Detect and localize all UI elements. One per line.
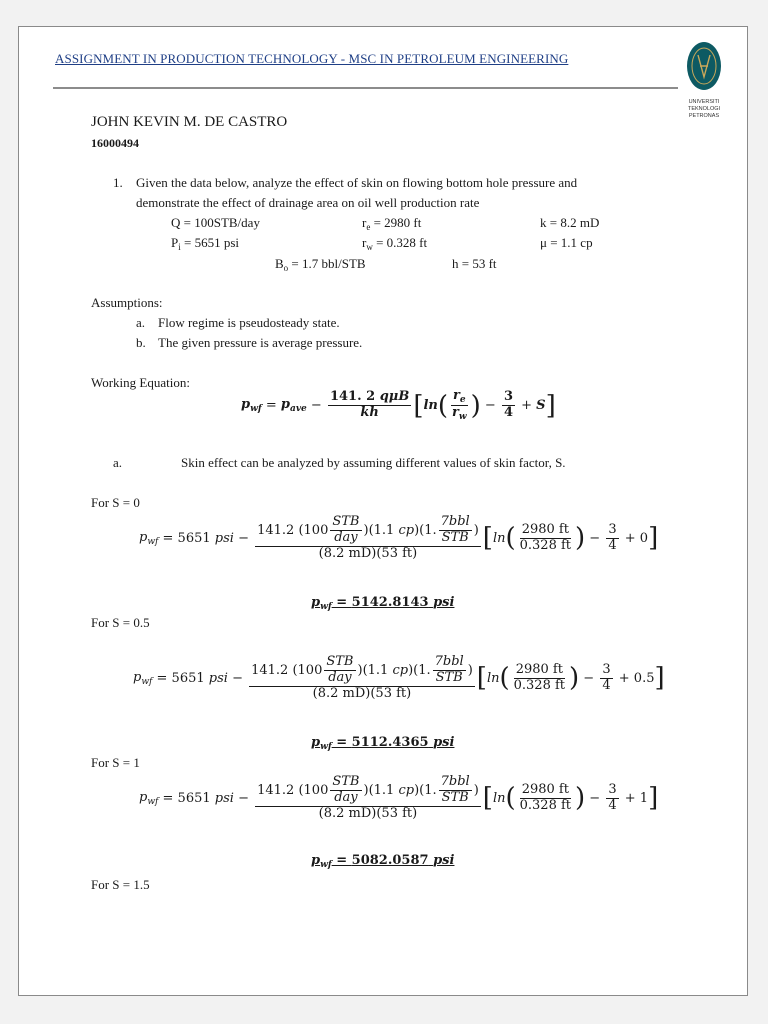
student-id: 16000494 [91, 136, 139, 150]
header-title: ASSIGNMENT IN PRODUCTION TECHNOLOGY - MSC IN PETROLEUM ENGINEERING [55, 51, 569, 66]
working-equation-title: Working Equation: [91, 375, 190, 390]
question-number: 1. [113, 175, 123, 190]
case-label-s0: For S = 0 [91, 495, 140, 510]
assumptions-title: Assumptions: [91, 295, 163, 310]
logo-line-2: TEKNOLOGI [687, 106, 721, 112]
working-equation: $p_{wf}$ = $p_{ave}$ − $\frac{\text{141. 2 qμB}}{kh}$ [ ln ( $\frac{r_e}{r_w}$ ) − $\frac{3}{4}$ + S ] [241, 388, 556, 423]
part-a-text: Skin effect can be analyzed by assuming different values of skin factor, S. [181, 455, 566, 470]
case-label-s1: For S = 1 [91, 755, 140, 770]
given-pi: $P_i = 5651$ psi [171, 235, 240, 252]
result-s05: $p_{wf} = 5112.4365$ psi [311, 735, 455, 752]
given-k: k = 8.2 mD [540, 215, 600, 230]
document-page [18, 26, 748, 996]
given-re: $r_e = 2980$ ft [362, 215, 422, 232]
question-line-2: demonstrate the effect of drainage area on oil well production rate [136, 195, 480, 210]
equation-s05: $p_{wf}$ = 5651 psi − 141.2 (100 $\frac{\text{STB}}{\text{day}}$ )(1.1 cp)(1. $\frac{\text{7bbl}}{\text{STB}}$ ) (8.2 mD)(53 ft) [ ln ( $\frac{2980 ft}{0.328 ft}$ ) − $\frac{3}{4}$ + 0.5 ] [133, 654, 665, 701]
assumption-a-label: a. [136, 315, 146, 330]
university-logo [679, 39, 729, 129]
case-label-s15: For S = 1.5 [91, 877, 150, 892]
given-mu: μ = 1.1 cp [540, 235, 593, 250]
logo-line-3: PETRONAS [688, 113, 720, 119]
header-divider [53, 87, 678, 89]
equation-s0: $p_{wf}$ = 5651 psi − 141.2 (100 $\frac{\text{STB}}{\text{day}}$ )(1.1 cp)(1. $\frac{\text{7bbl}}{\text{STB}}$ ) (8.2 mD)(53 ft) [ ln ( $\frac{2980 ft}{0.328 ft}$ ) − $\frac{3}{4}$ + 0 ] [139, 514, 659, 561]
logo-line-1: UNIVERSITI [688, 99, 720, 105]
given-rw: $r_w = 0.328$ ft [362, 235, 428, 252]
given-bo: $B_o = 1.7$ bbl/STB [275, 256, 366, 273]
assumption-b-label: b. [136, 335, 146, 350]
result-s0: $p_{wf} = 5142.8143$ psi [311, 595, 455, 612]
question-line-1: Given the data below, analyze the effect of skin on flowing bottom hole pressure and [136, 175, 578, 190]
assumption-a-text: Flow regime is pseudosteady state. [158, 315, 340, 330]
given-q: Q = 100STB/day [171, 215, 260, 230]
assumption-b-text: The given pressure is average pressure. [158, 335, 363, 350]
author-name: JOHN KEVIN M. DE CASTRO [91, 114, 288, 130]
case-label-s05: For S = 0.5 [91, 615, 150, 630]
result-s1: $p_{wf} = 5082.0587$ psi [311, 853, 455, 870]
given-h: h = 53 ft [452, 256, 497, 271]
equation-s1: $p_{wf}$ = 5651 psi − 141.2 (100 $\frac{\text{STB}}{\text{day}}$ )(1.1 cp)(1. $\frac{\text{7bbl}}{\text{STB}}$ ) (8.2 mD)(53 ft) [ ln ( $\frac{2980 ft}{0.328 ft}$ ) − $\frac{3}{4}$ + 1 ] [139, 774, 659, 821]
part-a-label: a. [113, 455, 123, 470]
